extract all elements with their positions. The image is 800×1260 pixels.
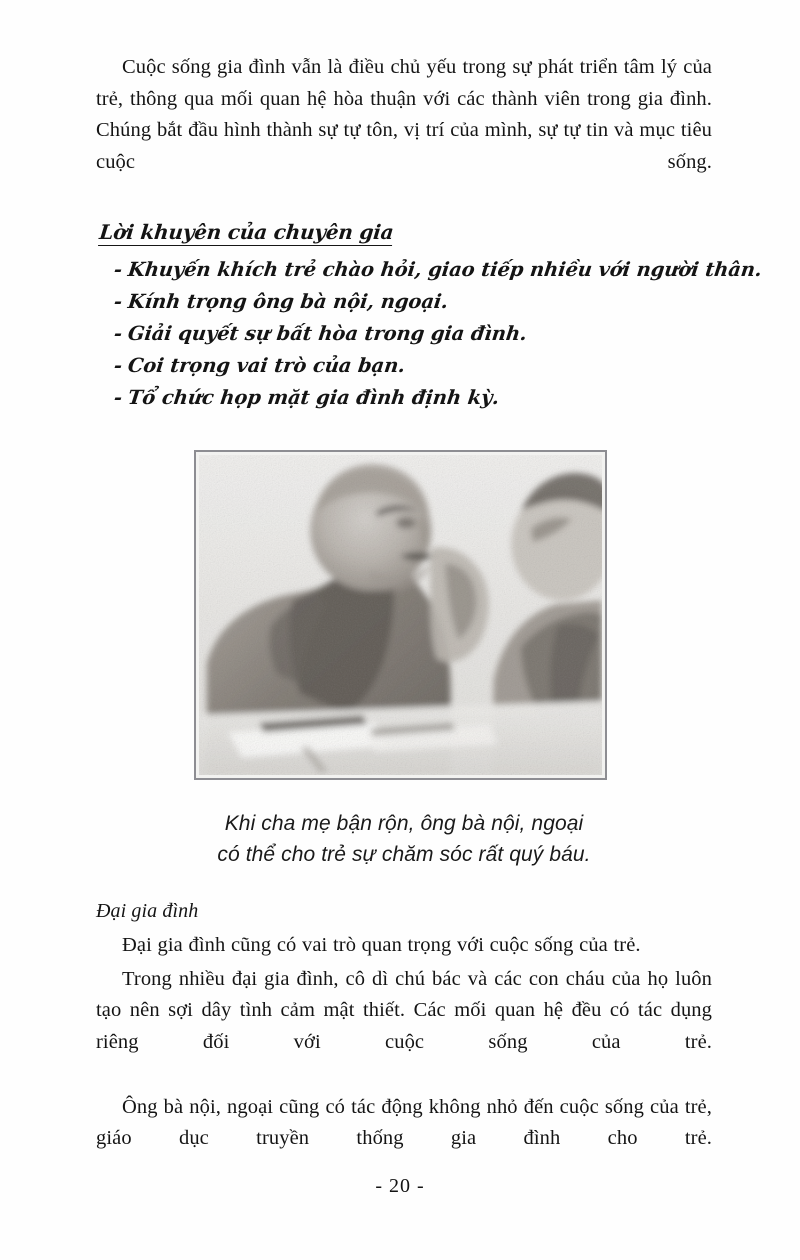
figure-photo-frame	[194, 450, 607, 780]
advice-list	[98, 254, 764, 414]
bullet-dash: -	[112, 322, 124, 345]
figure-caption	[96, 808, 712, 870]
section-paragraph-2: Trong nhiều đại gia đình, cô dì chú bác và các con cháu của họ luôn tạo nên sợi dây tình cảm mật thiết. Các mối quan hệ đều có tác dụng riêng đối với cuộc sống của trẻ.	[96, 967, 712, 1053]
advice-item-text: Khuyến khích trẻ chào hỏi, giao tiếp nhiều với người thân.	[126, 258, 764, 281]
advice-item-text: Kính trọng ông bà nội, ngoại.	[126, 290, 450, 313]
bullet-dash: -	[112, 354, 124, 377]
photo-illustration	[199, 455, 602, 775]
section-heading: Đại gia đình	[96, 900, 199, 922]
bullet-dash: -	[112, 386, 124, 409]
bullet-dash: -	[112, 290, 124, 313]
advice-item-text: Tổ chức họp mặt gia đình định kỳ.	[126, 386, 501, 409]
bullet-dash: -	[112, 258, 124, 281]
advice-item-text: Coi trọng vai trò của bạn.	[126, 354, 407, 377]
expert-advice-block	[98, 220, 764, 414]
figure-photo	[199, 455, 602, 775]
advice-item	[96, 286, 720, 318]
section-paragraph-3: Ông bà nội, ngoại cũng có tác động không nhỏ đến cuộc sống của trẻ, giáo dục truyền thống gia đình cho trẻ.	[96, 1095, 712, 1149]
advice-item	[96, 382, 720, 414]
advice-item	[96, 254, 764, 286]
intro-paragraph: Cuộc sống gia đình vẫn là điều chủ yếu trong sự phát triển tâm lý của trẻ, thông qua mối quan hệ hòa thuận với các thành viên trong gia đình. Chúng bắt đầu hình thành sự tự tôn, vị trí của mình, sự tự tin và mục tiêu cuộc sống.	[96, 56, 712, 173]
section-paragraph-1: Đại gia đình cũng có vai trò quan trọng với cuộc sống của trẻ.	[122, 934, 641, 956]
advice-title-wrap	[98, 220, 718, 246]
section-block	[96, 896, 712, 1186]
advice-title: Lời khuyên của chuyên gia	[98, 220, 395, 244]
advice-item-text: Giải quyết sự bất hòa trong gia đình.	[126, 322, 529, 345]
figure-caption-line: có thể cho trẻ sự chăm sóc rất quý báu.	[217, 843, 591, 866]
advice-item	[96, 318, 720, 350]
page-number: - 20 -	[375, 1175, 425, 1197]
intro-paragraph-block	[96, 52, 712, 210]
advice-item	[96, 350, 720, 382]
figure-caption-line: Khi cha mẹ bận rộn, ông bà nội, ngoại	[224, 812, 584, 835]
